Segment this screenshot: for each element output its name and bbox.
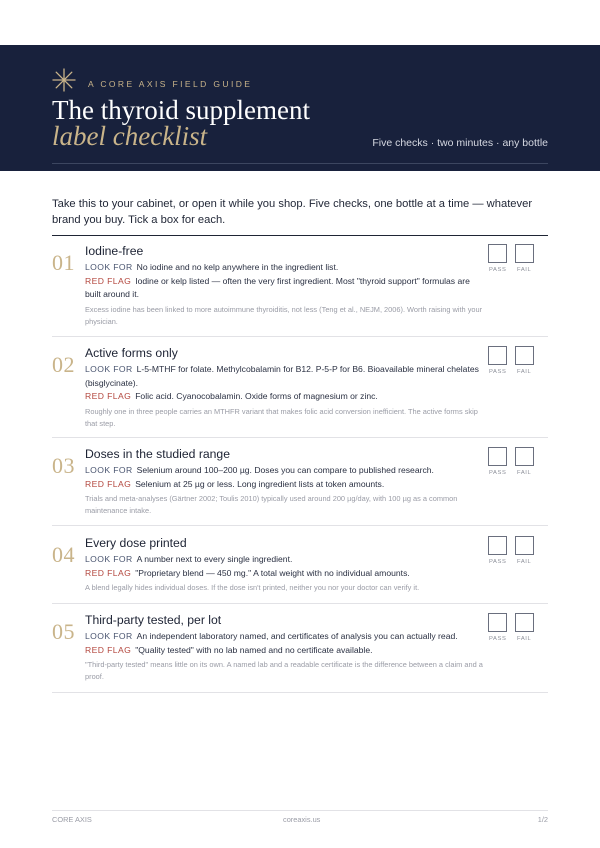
fail-checkbox[interactable] bbox=[515, 536, 534, 555]
header-tagline: Five checks · two minutes · any bottle bbox=[372, 137, 548, 149]
fail-checkbox[interactable] bbox=[515, 244, 534, 263]
item-divider bbox=[52, 603, 548, 604]
item-content bbox=[85, 447, 485, 517]
red-flag-label: RED FLAG bbox=[85, 391, 132, 401]
pass-checkbox[interactable] bbox=[488, 447, 507, 466]
look-for-line bbox=[85, 363, 485, 390]
page-number: 1/2 bbox=[537, 815, 548, 824]
red-flag-label: RED FLAG bbox=[85, 644, 132, 655]
checklist-item bbox=[52, 536, 548, 604]
red-flag-text: Folic acid. Cyanocobalamin. Oxide forms of magnesium or zinc. bbox=[135, 391, 378, 401]
page-title-italic: label checklist bbox=[52, 121, 208, 151]
fail-caption: FAIL bbox=[517, 559, 532, 565]
intro-text: Take this to your cabinet, or open it while you shop. Five checks, one bottle at a time — whatever brand you buy. Tick a box for each. bbox=[52, 198, 533, 226]
red-flag-label: RED FLAG bbox=[85, 275, 132, 286]
look-for-text: An independent laboratory named, and certificates of analysis you can actually read. bbox=[136, 631, 458, 641]
eyebrow-label: A CORE AXIS FIELD GUIDE bbox=[88, 79, 253, 89]
item-content bbox=[85, 613, 485, 683]
item-number: 04 bbox=[52, 542, 75, 567]
item-number: 02 bbox=[52, 352, 75, 377]
look-for-text: Selenium around 100–200 µg. Doses you can compare to published research. bbox=[136, 465, 434, 475]
item-number: 05 bbox=[52, 619, 75, 644]
pass-caption: PASS bbox=[489, 369, 507, 375]
red-flag-text: "Proprietary blend — 450 mg." A total weight with no individual amounts. bbox=[135, 567, 410, 578]
look-for-line bbox=[85, 630, 485, 644]
pass-checkbox[interactable] bbox=[488, 536, 507, 555]
look-for-text: No iodine and no kelp anywhere in the ingredient list. bbox=[136, 262, 339, 272]
look-for-label: LOOK FOR bbox=[85, 364, 133, 374]
red-flag-text: Iodine or kelp listed — often the very first ingredient. Most "thyroid support" formulas are built around it. bbox=[85, 275, 470, 299]
fail-caption: FAIL bbox=[517, 369, 532, 375]
red-flag-line bbox=[85, 644, 485, 658]
look-for-line bbox=[85, 261, 485, 275]
intro-divider bbox=[52, 235, 548, 236]
item-title: Iodine-free bbox=[85, 244, 144, 258]
red-flag-label: RED FLAG bbox=[85, 478, 132, 489]
pass-checkbox[interactable] bbox=[488, 613, 507, 632]
fail-checkbox[interactable] bbox=[515, 613, 534, 632]
checklist-item bbox=[52, 346, 548, 438]
item-note: A blend legally hides individual doses. If the dose isn't printed, neither you nor your doctor can verify it. bbox=[85, 583, 420, 592]
item-divider bbox=[52, 437, 548, 438]
pass-checkbox[interactable] bbox=[488, 244, 507, 263]
item-divider bbox=[52, 525, 548, 526]
sparkle-star-icon bbox=[52, 68, 76, 92]
item-content bbox=[85, 536, 485, 594]
footer-divider bbox=[52, 810, 548, 811]
item-title: Every dose printed bbox=[85, 536, 187, 550]
item-number: 03 bbox=[52, 453, 75, 478]
checklist-item bbox=[52, 613, 548, 693]
red-flag-line bbox=[85, 275, 485, 302]
look-for-text: L-5-MTHF for folate. Methylcobalamin for B12. P-5-P for B6. Bioavailable mineral chelates (bisglycinate). bbox=[85, 364, 479, 388]
red-flag-line bbox=[85, 567, 485, 581]
item-divider bbox=[52, 336, 548, 337]
look-for-line bbox=[85, 464, 485, 478]
pass-caption: PASS bbox=[489, 559, 507, 565]
footer-brand: CORE AXIS bbox=[52, 815, 92, 824]
item-note: "Third-party tested" means little on its own. A named lab and a readable certificate is the difference between a claim and a proof. bbox=[85, 660, 483, 681]
item-note: Trials and meta-analyses (Gärtner 2002; Toulis 2010) typically used around 200 µg/day, with 100 µg as a common maintenance intake. bbox=[85, 494, 458, 515]
look-for-label: LOOK FOR bbox=[85, 631, 133, 641]
item-title: Active forms only bbox=[85, 346, 178, 360]
look-for-label: LOOK FOR bbox=[85, 554, 133, 564]
item-note: Excess iodine has been linked to more autoimmune thyroiditis, not less (Teng et al., NEJM, 2006). Worth raising with your physician. bbox=[85, 304, 483, 326]
red-flag-text: "Quality tested" with no lab named and no certificate available. bbox=[135, 644, 373, 655]
checklist-item bbox=[52, 244, 548, 337]
fail-checkbox[interactable] bbox=[515, 447, 534, 466]
item-title: Third-party tested, per lot bbox=[85, 613, 222, 627]
fail-caption: FAIL bbox=[517, 470, 532, 476]
page-title: The thyroid supplement bbox=[52, 95, 310, 125]
pass-caption: PASS bbox=[489, 636, 507, 642]
item-content bbox=[85, 244, 485, 328]
footer-url[interactable]: coreaxis.us bbox=[283, 815, 321, 824]
fail-caption: FAIL bbox=[517, 267, 532, 273]
look-for-line bbox=[85, 553, 485, 567]
red-flag-line bbox=[85, 390, 485, 404]
item-title: Doses in the studied range bbox=[85, 447, 230, 461]
red-flag-text: Selenium at 25 µg or less. Long ingredient lists at token amounts. bbox=[135, 478, 385, 489]
item-number: 01 bbox=[52, 250, 75, 275]
checklist-item bbox=[52, 447, 548, 526]
red-flag-line bbox=[85, 478, 485, 492]
red-flag-label: RED FLAG bbox=[85, 567, 132, 578]
header-divider bbox=[52, 163, 548, 164]
item-note: Roughly one in three people carries an MTHFR variant that makes folic acid conversion inefficient. The active forms skip that step. bbox=[85, 406, 478, 428]
item-divider bbox=[52, 692, 548, 693]
look-for-text: A number next to every single ingredient. bbox=[136, 554, 293, 564]
look-for-label: LOOK FOR bbox=[85, 465, 133, 475]
fail-checkbox[interactable] bbox=[515, 346, 534, 365]
pass-checkbox[interactable] bbox=[488, 346, 507, 365]
fail-caption: FAIL bbox=[517, 636, 532, 642]
look-for-label: LOOK FOR bbox=[85, 262, 133, 272]
pass-caption: PASS bbox=[489, 470, 507, 476]
item-content bbox=[85, 346, 485, 430]
pass-caption: PASS bbox=[489, 267, 507, 273]
